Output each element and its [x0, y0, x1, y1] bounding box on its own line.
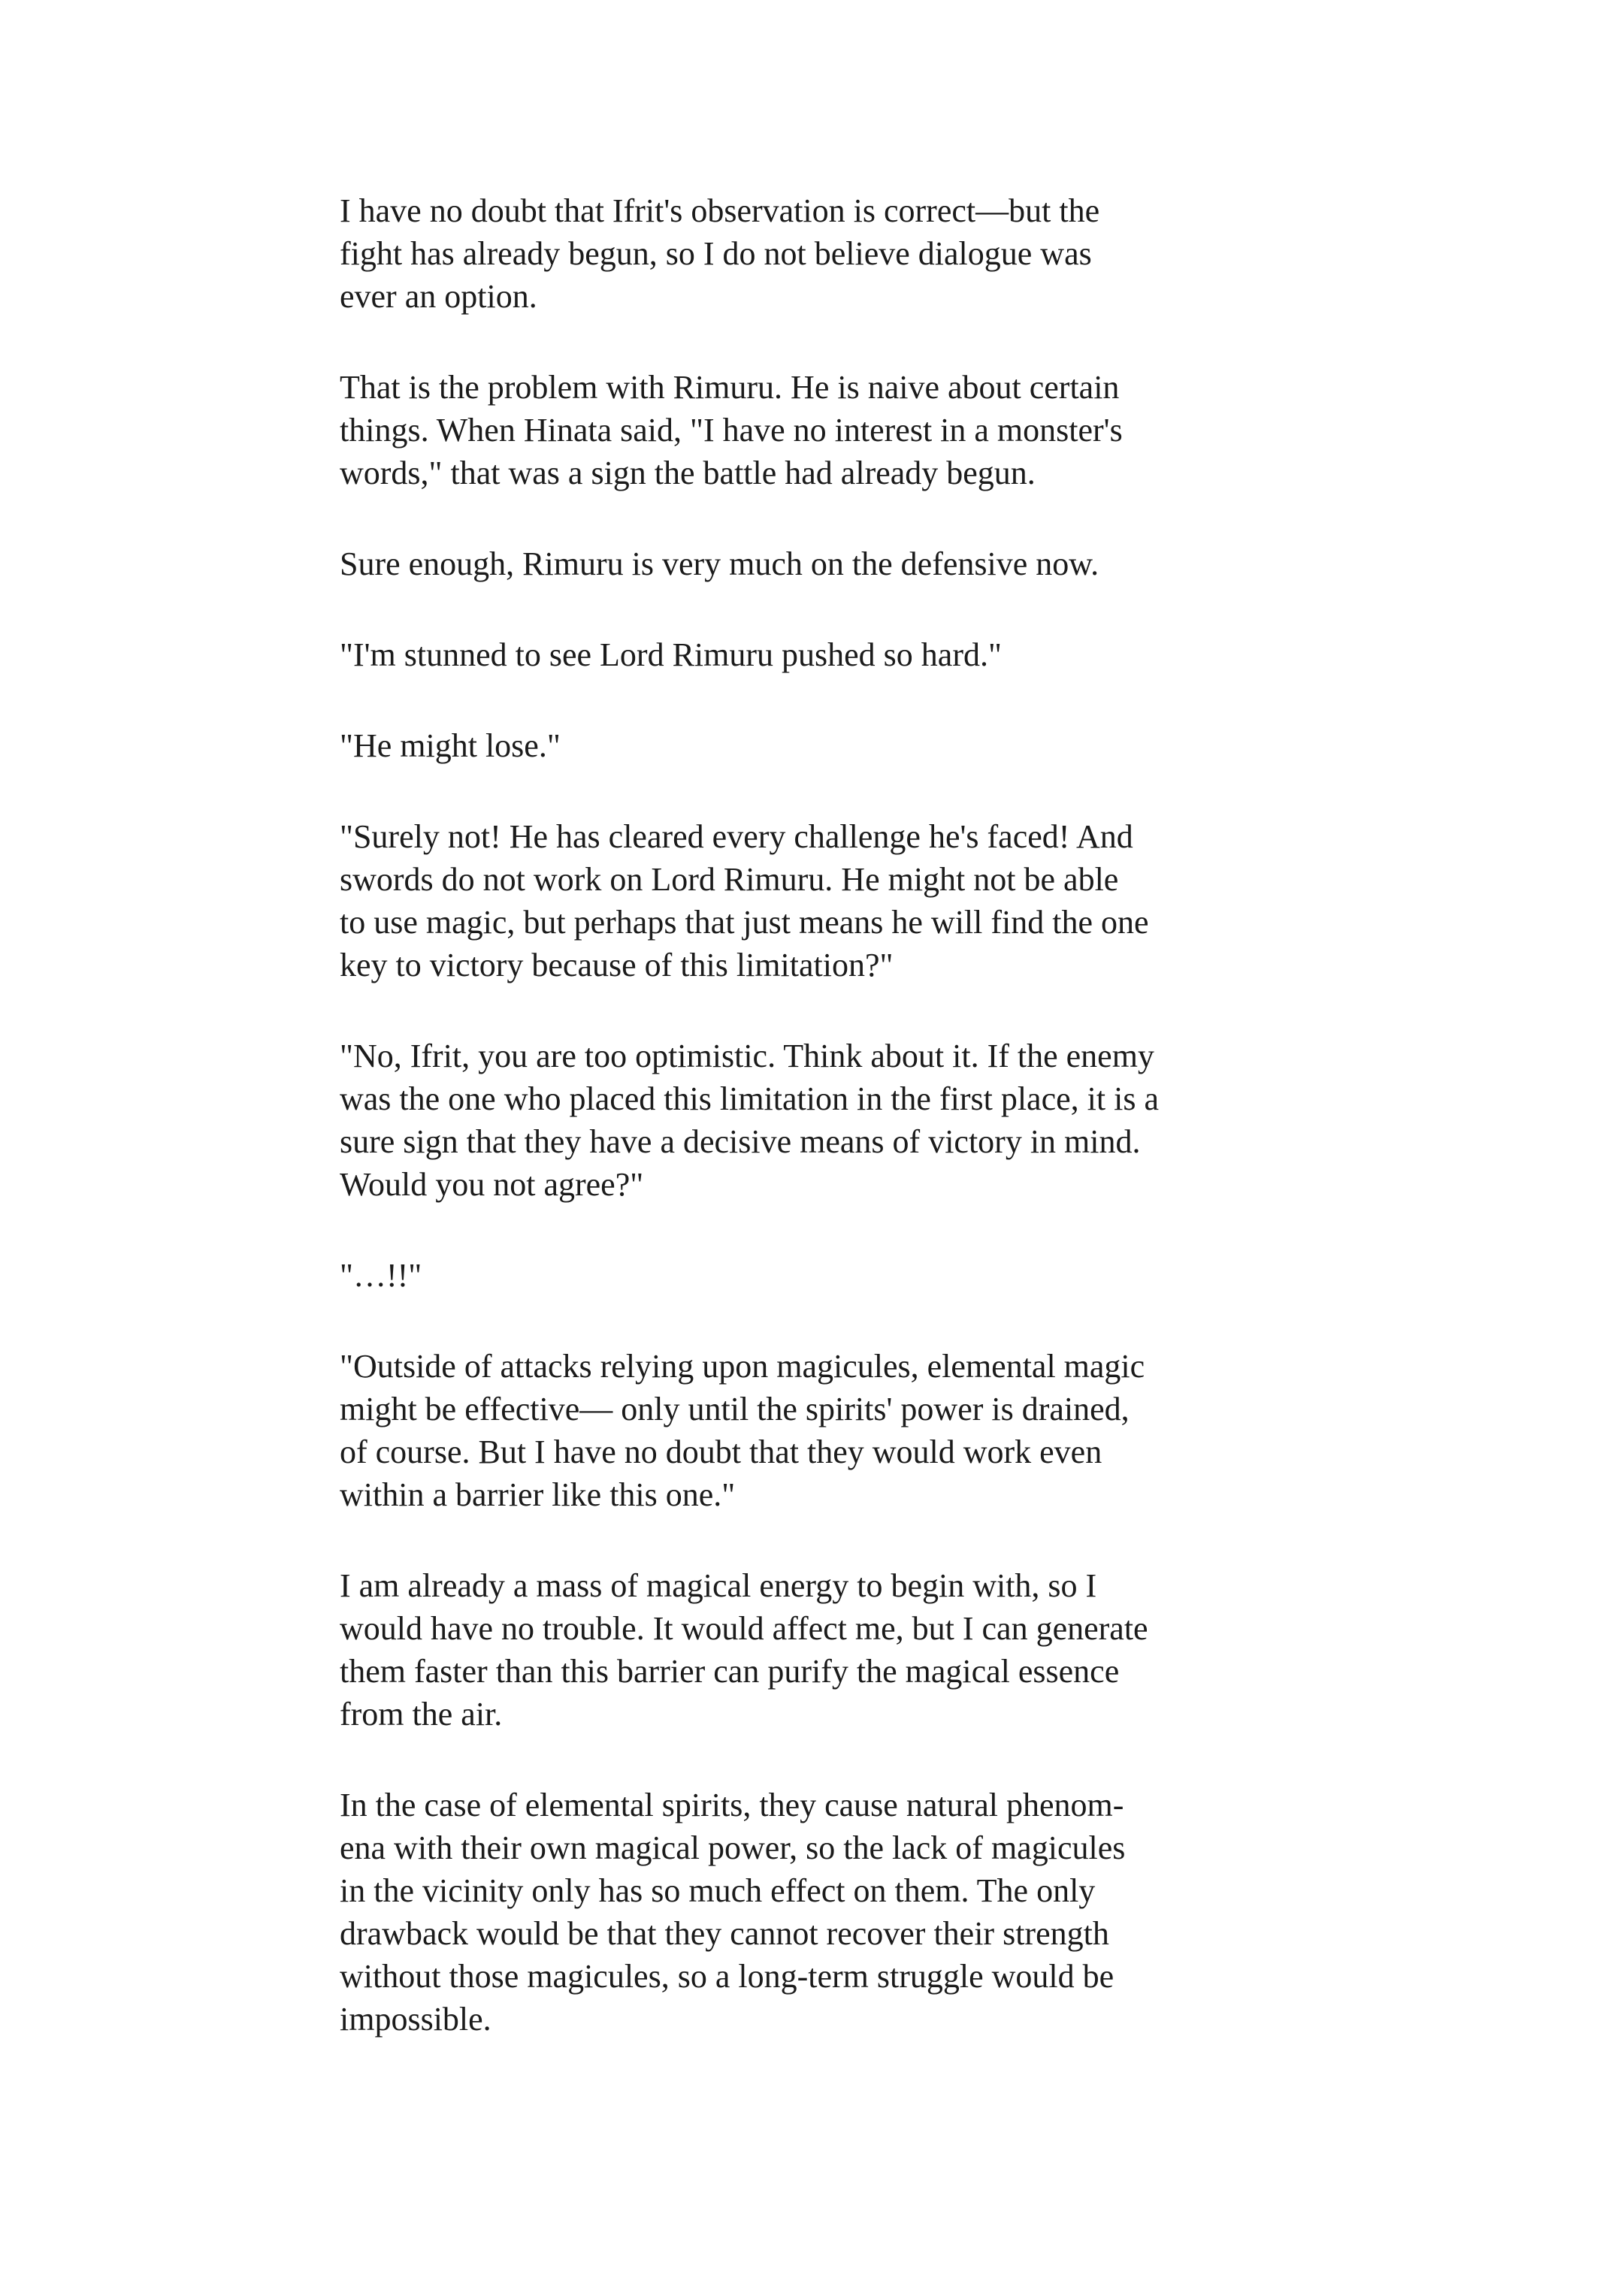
text-line: I have no doubt that Ifrit's observation is correct—but the — [340, 192, 1100, 229]
text-line: "No, Ifrit, you are too optimistic. Think about it. If the enemy — [340, 1038, 1154, 1074]
text-line: words," that was a sign the battle had already begun. — [340, 455, 1036, 491]
text-line: In the case of elemental spirits, they cause natural phenom- — [340, 1787, 1124, 1823]
text-line: "Surely not! He has cleared every challenge he's faced! And — [340, 818, 1133, 855]
paragraph — [340, 1035, 1305, 1206]
text-line: was the one who placed this limitation in the first place, it is a — [340, 1080, 1159, 1117]
paragraph — [340, 724, 1305, 767]
paragraph — [340, 1784, 1305, 2041]
text-line: "Outside of attacks relying upon magicules, elemental magic — [340, 1348, 1145, 1385]
text-line: "I'm stunned to see Lord Rimuru pushed so hard." — [340, 636, 1002, 673]
text-line: Sure enough, Rimuru is very much on the defensive now. — [340, 545, 1099, 582]
paragraph — [340, 1564, 1305, 1736]
text-line: sure sign that they have a decisive means of victory in mind. — [340, 1123, 1141, 1160]
text-line: in the vicinity only has so much effect on them. The only — [340, 1872, 1096, 1909]
text-line: drawback would be that they cannot recover their strength — [340, 1915, 1109, 1952]
text-line: That is the problem with Rimuru. He is naive about certain — [340, 369, 1120, 406]
text-line: "He might lose." — [340, 727, 561, 764]
text-line: might be effective— only until the spirits' power is drained, — [340, 1391, 1130, 1427]
text-line: ever an option. — [340, 278, 537, 315]
text-line: things. When Hinata said, "I have no interest in a monster's — [340, 412, 1123, 449]
paragraph — [340, 815, 1305, 986]
text-line: ena with their own magical power, so the lack of magicules — [340, 1829, 1126, 1866]
text-line: "…!!" — [340, 1257, 422, 1294]
text-line: key to victory because of this limitation?" — [340, 947, 894, 983]
text-line: within a barrier like this one." — [340, 1476, 736, 1513]
text-line: of course. But I have no doubt that they would work even — [340, 1433, 1102, 1470]
text-line: to use magic, but perhaps that just means he will find the one — [340, 904, 1149, 941]
text-line: impossible. — [340, 2001, 491, 2038]
text-line: fight has already begun, so I do not believe dialogue was — [340, 235, 1092, 272]
text-line: would have no trouble. It would affect me, but I can generate — [340, 1610, 1148, 1647]
text-line: I am already a mass of magical energy to begin with, so I — [340, 1567, 1097, 1604]
paragraph — [340, 542, 1305, 585]
text-line: Would you not agree?" — [340, 1166, 644, 1203]
text-line: swords do not work on Lord Rimuru. He might not be able — [340, 861, 1119, 898]
paragraph — [340, 189, 1305, 318]
paragraph — [340, 633, 1305, 676]
text-line: from the air. — [340, 1696, 503, 1733]
text-line: without those magicules, so a long-term struggle would be — [340, 1958, 1114, 1995]
text-block — [340, 189, 1305, 2041]
paragraph — [340, 1254, 1305, 1297]
paragraph — [340, 366, 1305, 494]
text-line: them faster than this barrier can purify the magical essence — [340, 1653, 1120, 1690]
paragraph — [340, 1345, 1305, 1516]
